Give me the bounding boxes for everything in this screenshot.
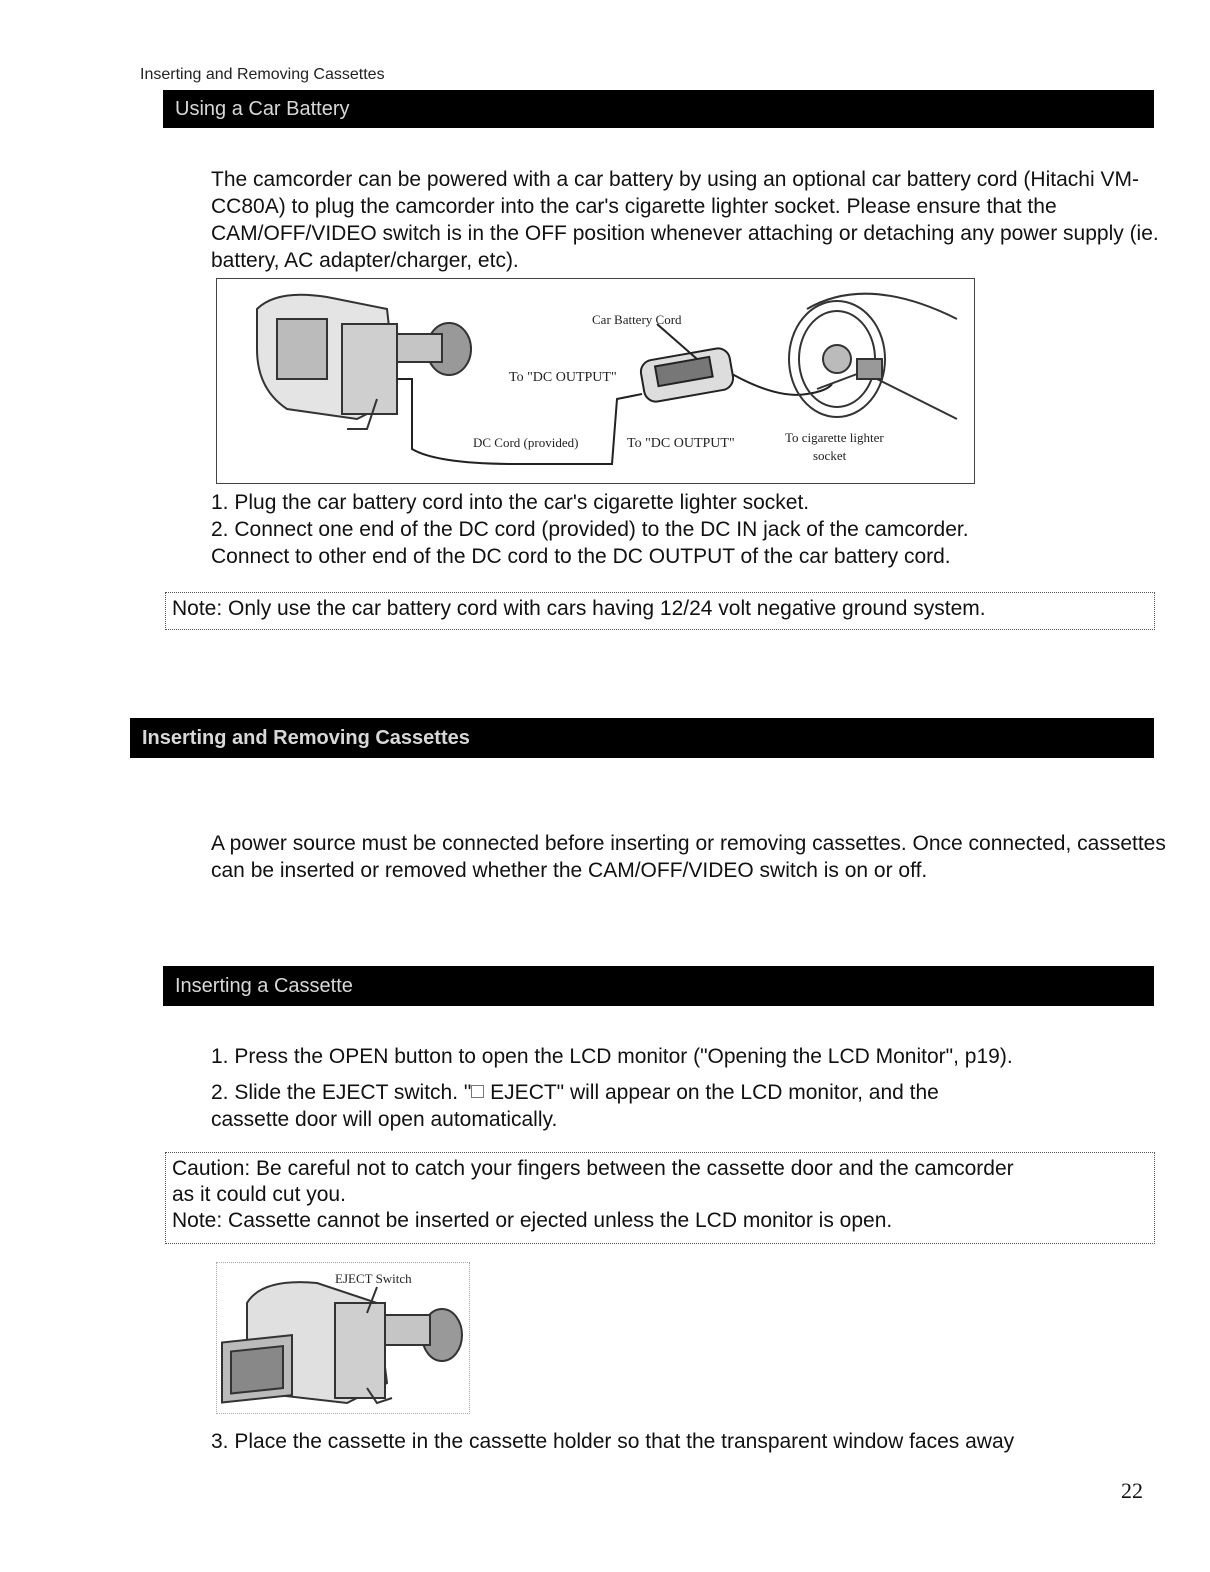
inserting-step-2 xyxy=(211,1079,939,1106)
inserting-step-2-cont: cassette door will open automatically. xyxy=(211,1108,558,1131)
label-to-dc-output-2: To "DC OUTPUT" xyxy=(627,436,735,451)
inserting-step-2-prefix: 2. Slide the EJECT switch. " xyxy=(211,1081,472,1104)
label-to-dc-output-1: To "DC OUTPUT" xyxy=(509,370,617,385)
caution-line-2: as it could cut you. xyxy=(172,1183,346,1206)
car-battery-description: The camcorder can be powered with a car battery by using an optional car battery cord (Hitachi VM-CC80A) to plug the camcorder into the car's cigarette lighter socket. Please ensure that the CAM/OFF/VIDEO switch is in the OFF position whenever attaching or detaching any power supply (ie. battery, AC adapter/charger, etc). xyxy=(211,168,1159,272)
camcorder-drawing xyxy=(257,295,471,429)
steering-wheel-drawing xyxy=(789,294,957,419)
inserting-removing-description: A power source must be connected before inserting or removing cassettes. Once connected, cassettes can be inserted or removed whether the CAM/OFF/VIDEO switch is on or off. xyxy=(211,832,1166,882)
inserting-step-1: 1. Press the OPEN button to open the LCD monitor ("Opening the LCD Monitor", p19). xyxy=(211,1045,1013,1068)
cassette-icon xyxy=(471,1085,484,1098)
running-header: Inserting and Removing Cassettes xyxy=(140,66,385,83)
inserting-step-3: 3. Place the cassette in the cassette holder so that the transparent window faces away xyxy=(211,1430,1015,1453)
car-battery-step-1: 1. Plug the car battery cord into the car's cigarette lighter socket. xyxy=(211,491,810,514)
label-socket: socket xyxy=(813,448,847,463)
cassette-note: Note: Cassette cannot be inserted or ejected unless the LCD monitor is open. xyxy=(172,1209,893,1232)
label-eject-switch: EJECT Switch xyxy=(335,1271,412,1286)
label-dc-cord: DC Cord (provided) xyxy=(473,435,579,450)
car-battery-cord-drawing xyxy=(639,324,735,403)
car-battery-illustration xyxy=(217,279,974,483)
section-title-car-battery: Using a Car Battery xyxy=(163,90,1154,128)
section-title-inserting-removing: Inserting and Removing Cassettes xyxy=(130,718,1154,758)
camcorder-open-lcd-drawing xyxy=(222,1282,462,1403)
page-number: 22 xyxy=(1121,1478,1143,1503)
section-title-inserting-cassette: Inserting a Cassette xyxy=(163,966,1154,1006)
caution-note-box xyxy=(165,1152,1155,1244)
car-battery-step-2-cont: Connect to other end of the DC cord to the DC OUTPUT of the car battery cord. xyxy=(211,545,951,568)
label-car-battery-cord: Car Battery Cord xyxy=(592,312,682,327)
car-battery-step-2: 2. Connect one end of the DC cord (provided) to the DC IN jack of the camcorder. xyxy=(211,518,969,541)
caution-line-1: Caution: Be careful not to catch your fingers between the cassette door and the camcorder xyxy=(172,1157,1014,1180)
eject-switch-illustration xyxy=(217,1263,469,1413)
inserting-step-2-suffix: EJECT" will appear on the LCD monitor, and the xyxy=(484,1081,939,1104)
car-battery-figure xyxy=(216,278,975,484)
label-to-cigarette-lighter: To cigarette lighter xyxy=(785,430,884,445)
eject-switch-figure xyxy=(216,1262,470,1414)
car-battery-note: Note: Only use the car battery cord with cars having 12/24 volt negative ground system. xyxy=(165,592,1155,630)
